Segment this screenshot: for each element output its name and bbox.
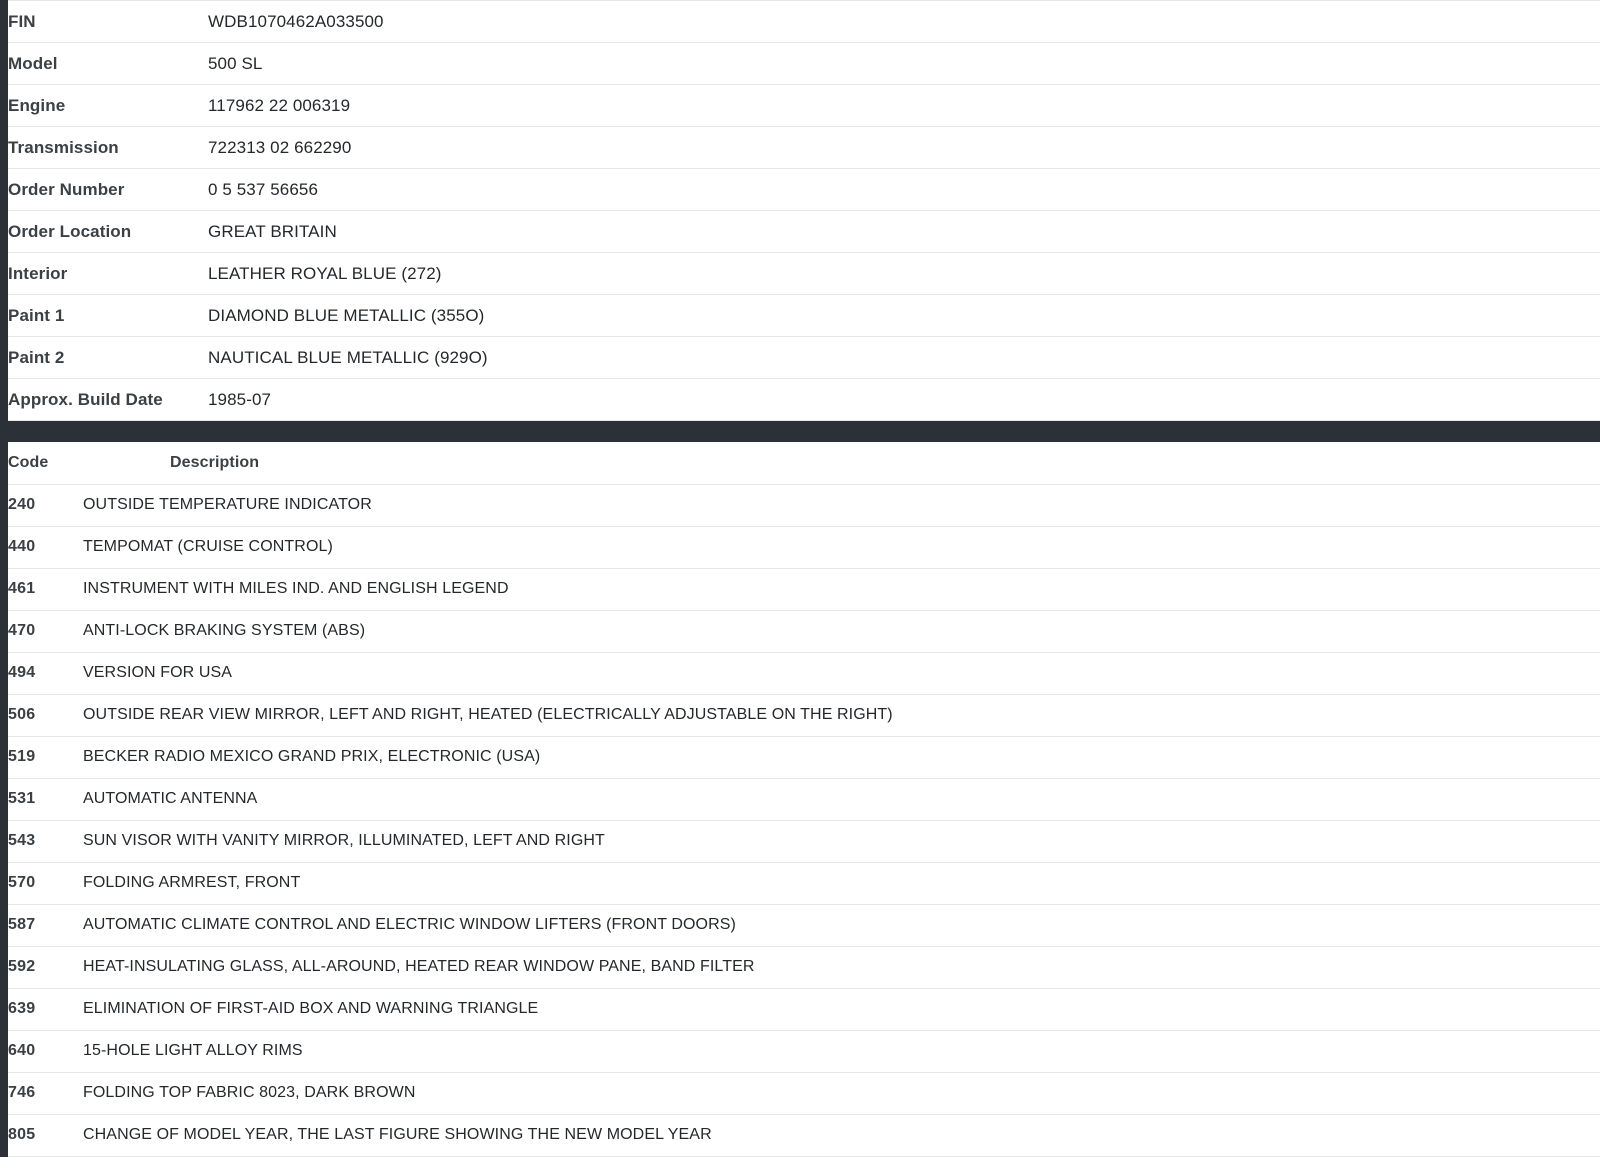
option-code: 640 [8,1042,36,1059]
vehicle-field-value: NAUTICAL BLUE METALLIC (929O) [208,347,488,367]
vehicle-data-row [8,85,1600,127]
vehicle-field-label: Paint 1 [8,305,65,325]
table-row [8,820,1600,862]
vehicle-field-label: Engine [8,95,66,115]
vehicle-field-value: LEATHER ROYAL BLUE (272) [208,263,442,283]
vehicle-field-value: 117962 22 006319 [208,95,351,115]
vehicle-field-value: WDB1070462A033500 [208,11,384,31]
section-separator [0,421,1600,442]
vehicle-field-label: Approx. Build Date [8,389,163,409]
option-description: AUTOMATIC ANTENNA [83,790,258,807]
option-code: 570 [8,874,36,891]
vehicle-data-row [8,379,1600,421]
vehicle-field-value: DIAMOND BLUE METALLIC (355O) [208,305,485,325]
option-code: 592 [8,958,36,975]
vehicle-field-value: 500 SL [208,53,263,73]
column-header-code: Code [8,453,49,471]
option-description: AUTOMATIC CLIMATE CONTROL AND ELECTRIC WINDOW LIFTERS (FRONT DOORS) [83,916,736,933]
option-codes-panel [0,442,1600,1157]
option-code: 494 [8,664,36,681]
vehicle-data-row [8,211,1600,253]
vehicle-data-row [8,253,1600,295]
vehicle-field-label: Order Number [8,179,125,199]
option-description: OUTSIDE REAR VIEW MIRROR, LEFT AND RIGHT, HEATED (ELECTRICALLY ADJUSTABLE ON THE RIGHT) [83,706,893,723]
table-row [8,484,1600,526]
table-row [8,568,1600,610]
vehicle-field-value: 1985-07 [208,389,272,409]
option-description: BECKER RADIO MEXICO GRAND PRIX, ELECTRONIC (USA) [83,748,541,765]
table-row [8,1072,1600,1114]
vehicle-field-label: Paint 2 [8,347,65,367]
table-row [8,526,1600,568]
option-description: SUN VISOR WITH VANITY MIRROR, ILLUMINATED, LEFT AND RIGHT [83,832,605,849]
table-row [8,778,1600,820]
vehicle-field-label: Order Location [8,221,132,241]
table-row [8,988,1600,1030]
table-row [8,610,1600,652]
option-code: 519 [8,748,36,765]
table-header-row [8,442,1600,484]
vehicle-data-row [8,169,1600,211]
table-row [8,904,1600,946]
vehicle-field-label: FIN [8,11,36,31]
vehicle-data-row [8,1,1600,43]
option-description: FOLDING TOP FABRIC 8023, DARK BROWN [83,1084,416,1101]
column-header-description: Description [170,453,260,471]
option-description: ELIMINATION OF FIRST-AID BOX AND WARNING TRIANGLE [83,1000,539,1017]
option-description: INSTRUMENT WITH MILES IND. AND ENGLISH LEGEND [83,580,509,597]
option-description: CHANGE OF MODEL YEAR, THE LAST FIGURE SHOWING THE NEW MODEL YEAR [83,1126,712,1143]
option-code: 587 [8,916,36,933]
vehicle-field-value: 722313 02 662290 [208,137,352,157]
option-code: 240 [8,496,36,513]
vehicle-field-value: 0 5 537 56656 [208,179,319,199]
option-codes-body [8,484,1600,1156]
option-code: 639 [8,1000,36,1017]
vehicle-data-table [8,0,1600,421]
table-row [8,652,1600,694]
option-description: 15-HOLE LIGHT ALLOY RIMS [83,1042,303,1059]
option-description: HEAT-INSULATING GLASS, ALL-AROUND, HEATED REAR WINDOW PANE, BAND FILTER [83,958,755,975]
table-row [8,736,1600,778]
option-code: 461 [8,580,36,597]
table-row [8,946,1600,988]
vehicle-data-body [8,1,1600,421]
vehicle-data-row [8,43,1600,85]
vehicle-data-row [8,127,1600,169]
table-row [8,862,1600,904]
vehicle-data-row [8,295,1600,337]
option-code: 543 [8,832,36,849]
option-code: 470 [8,622,36,639]
table-row [8,694,1600,736]
option-description: ANTI-LOCK BRAKING SYSTEM (ABS) [83,622,366,639]
vehicle-field-label: Interior [8,263,68,283]
option-description: VERSION FOR USA [83,664,233,681]
option-code: 805 [8,1126,36,1143]
option-description: OUTSIDE TEMPERATURE INDICATOR [83,496,372,513]
table-row [8,1030,1600,1072]
vehicle-field-value: GREAT BRITAIN [208,221,337,241]
option-codes-table [8,442,1600,1157]
option-description: FOLDING ARMREST, FRONT [83,874,301,891]
vehicle-field-label: Model [8,53,58,73]
option-code: 506 [8,706,36,723]
option-code: 440 [8,538,36,555]
table-row [8,1114,1600,1156]
vehicle-data-panel [0,0,1600,421]
option-code: 531 [8,790,36,807]
option-description: TEMPOMAT (CRUISE CONTROL) [83,538,333,555]
option-codes-header [8,442,1600,484]
vehicle-data-row [8,337,1600,379]
vehicle-field-label: Transmission [8,137,119,157]
option-code: 746 [8,1084,36,1101]
